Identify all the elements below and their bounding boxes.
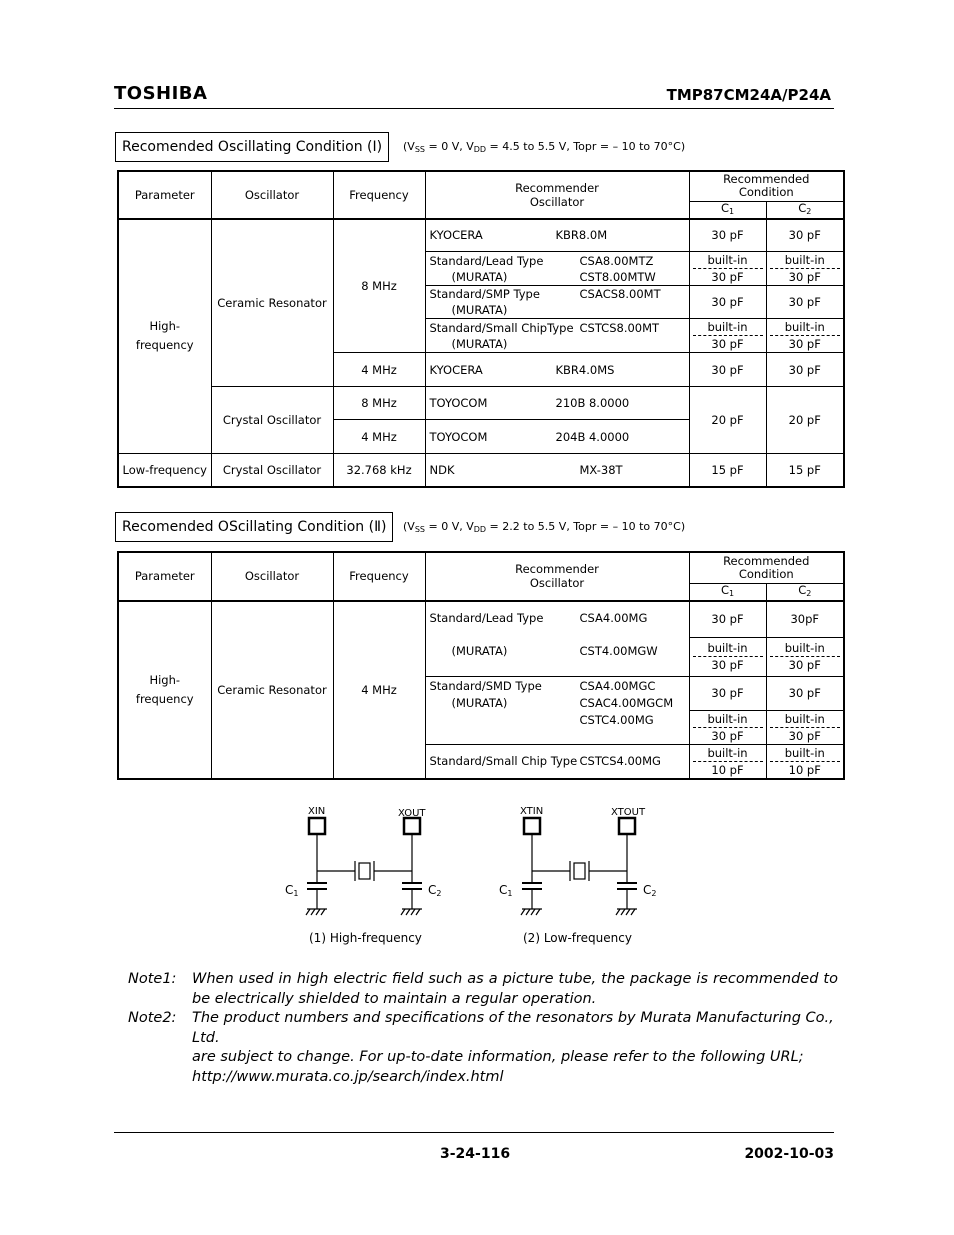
th-c1: $C_1$ xyxy=(689,583,766,601)
note-2: Note2: The product numbers and specifications of the resonators by Murata Manufacturing Co., Ltd. are subject to change. For up-to-date information, please refer to the following URL; http://www.murata.co.jp/search/index.html xyxy=(128,1009,838,1087)
list-item: TOYOCOM 210B 8.0000 xyxy=(425,387,689,420)
condition1-table xyxy=(117,170,845,488)
list-item: KYOCERA KBR4.0MS xyxy=(425,353,689,387)
pin-xin: XIN xyxy=(308,806,326,817)
cap-c2: 30 pF xyxy=(766,219,844,252)
freq-4mhz: 4 MHz xyxy=(333,353,425,387)
param-high: High- frequency xyxy=(118,219,211,454)
cap-c1: 30 pF xyxy=(689,219,766,252)
cap-c2: built-in 30 pF xyxy=(766,319,844,353)
cap-c2: built-in 30 pF xyxy=(766,638,844,676)
th-recommender: Recommender Oscillator xyxy=(425,552,689,601)
th-recommended: Recommended Condition xyxy=(689,171,844,201)
th-oscillator: Oscillator xyxy=(211,171,333,219)
cap-label-c2: C2 xyxy=(428,883,442,898)
list-item: Standard/Lead Type CSA8.00MTZ (MURATA) CST8.00MTW xyxy=(425,252,689,286)
th-parameter: Parameter xyxy=(118,552,211,601)
cap-c1: 30 pF xyxy=(689,676,766,710)
list-item: Standard/SMD Type CSA4.00MGC (MURATA) CSAC4.00MGCM CSTC4.00MG xyxy=(425,676,689,744)
freq-8mhz: 8 MHz xyxy=(333,219,425,353)
cap-label-c1: C1 xyxy=(285,883,299,898)
cap-c2: 30 pF xyxy=(766,286,844,319)
th-oscillator: Oscillator xyxy=(211,552,333,601)
list-item: NDK MX-38T xyxy=(425,454,689,487)
th-recommender: Recommender Oscillator xyxy=(425,171,689,219)
document-date: 2002-10-03 xyxy=(744,1146,834,1162)
cap-c1: built-in 30 pF xyxy=(689,319,766,353)
param-low: Low-frequency xyxy=(118,454,211,487)
condition1-note: ($V_{SS} = 0$ V, $V_{DD} = 4.5$ to 5.5 V, Topr = – 10 to 70°C) xyxy=(403,140,686,154)
th-c2: $C_2$ xyxy=(766,201,844,219)
cap-c1: 30 pF xyxy=(689,286,766,319)
cap-c2: 30 pF xyxy=(766,353,844,387)
pin-xtout: XTOUT xyxy=(611,807,646,818)
freq-8mhz: 8 MHz xyxy=(333,387,425,420)
osc-ceramic: Ceramic Resonator xyxy=(211,219,333,387)
freq-4mhz: 4 MHz xyxy=(333,420,425,454)
osc-ceramic: Ceramic Resonator xyxy=(211,601,333,779)
condition1-title: Recomended Oscillating Condition (Ⅰ) xyxy=(115,132,389,162)
footer-rule xyxy=(114,1132,834,1133)
th-c2: $C_2$ xyxy=(766,583,844,601)
cap-c1: built-in 30 pF xyxy=(689,252,766,286)
part-number: TMP87CM24A/P24A xyxy=(666,86,831,104)
condition2-note: ($V_{SS} = 0$ V, $V_{DD} = 2.2$ to 5.5 V, Topr = – 10 to 70°C) xyxy=(403,520,686,534)
cap-c2: 30 pF xyxy=(766,676,844,710)
murata-url: http://www.murata.co.jp/search/index.html xyxy=(192,1068,504,1085)
list-item: KYOCERA KBR8.0M xyxy=(425,219,689,252)
cap-c2: built-in 30 pF xyxy=(766,710,844,744)
cap-c1: built-in 30 pF xyxy=(689,638,766,676)
cap-c2: built-in 10 pF xyxy=(766,744,844,779)
th-parameter: Parameter xyxy=(118,171,211,219)
brand-logo: TOSHIBA xyxy=(114,83,208,104)
cap-c1: built-in 10 pF xyxy=(689,744,766,779)
osc-crystal: Crystal Oscillator xyxy=(211,387,333,454)
caption-high-frequency: (1) High-frequency xyxy=(309,931,422,945)
condition2-title: Recomended OScillating Condition (Ⅱ) xyxy=(115,512,393,542)
list-item: Standard/Small ChipType CSTCS8.00MT (MURATA) xyxy=(425,319,689,353)
condition2-table xyxy=(117,551,845,780)
cap-label-c1: C1 xyxy=(499,883,513,898)
notes xyxy=(128,970,838,1087)
list-item: Standard/Lead Type CSA4.00MG (MURATA) CST4.00MGW xyxy=(425,601,689,677)
pin-xout: XOUT xyxy=(398,808,426,819)
cap-c1: 15 pF xyxy=(689,454,766,487)
cap-c1: 30 pF xyxy=(689,353,766,387)
freq-32k: 32.768 kHz xyxy=(333,454,425,487)
osc-crystal-low: Crystal Oscillator xyxy=(211,454,333,487)
caption-low-frequency: (2) Low-frequency xyxy=(523,931,632,945)
list-item: Standard/Small Chip Type CSTCS4.00MG xyxy=(425,744,689,779)
cap-label-c2: C2 xyxy=(643,883,657,898)
th-frequency: Frequency xyxy=(333,552,425,601)
freq-4mhz: 4 MHz xyxy=(333,601,425,779)
note-1: Note1: When used in high electric field such as a picture tube, the package is recommended to be electrically shielded to maintain a regular operation. xyxy=(128,971,838,1007)
page-number: 3-24-116 xyxy=(440,1146,511,1162)
oscillator-circuits xyxy=(270,798,690,953)
param-high: High- frequency xyxy=(118,601,211,779)
th-c1: $C_1$ xyxy=(689,201,766,219)
th-frequency: Frequency xyxy=(333,171,425,219)
cap-c2: built-in 30 pF xyxy=(766,252,844,286)
th-recommended: Recommended Condition xyxy=(689,552,844,583)
cap-c1: built-in 30 pF xyxy=(689,710,766,744)
cap-c1: 30 pF xyxy=(689,601,766,638)
list-item: Standard/SMP Type CSACS8.00MT (MURATA) xyxy=(425,286,689,319)
list-item: TOYOCOM 204B 4.0000 xyxy=(425,420,689,454)
pin-xtin: XTIN xyxy=(520,806,544,817)
cap-c2: 30pF xyxy=(766,601,844,638)
cap-c2: 15 pF xyxy=(766,454,844,487)
header-rule xyxy=(114,108,834,109)
cap-c2: 20 pF xyxy=(766,387,844,454)
cap-c1: 20 pF xyxy=(689,387,766,454)
